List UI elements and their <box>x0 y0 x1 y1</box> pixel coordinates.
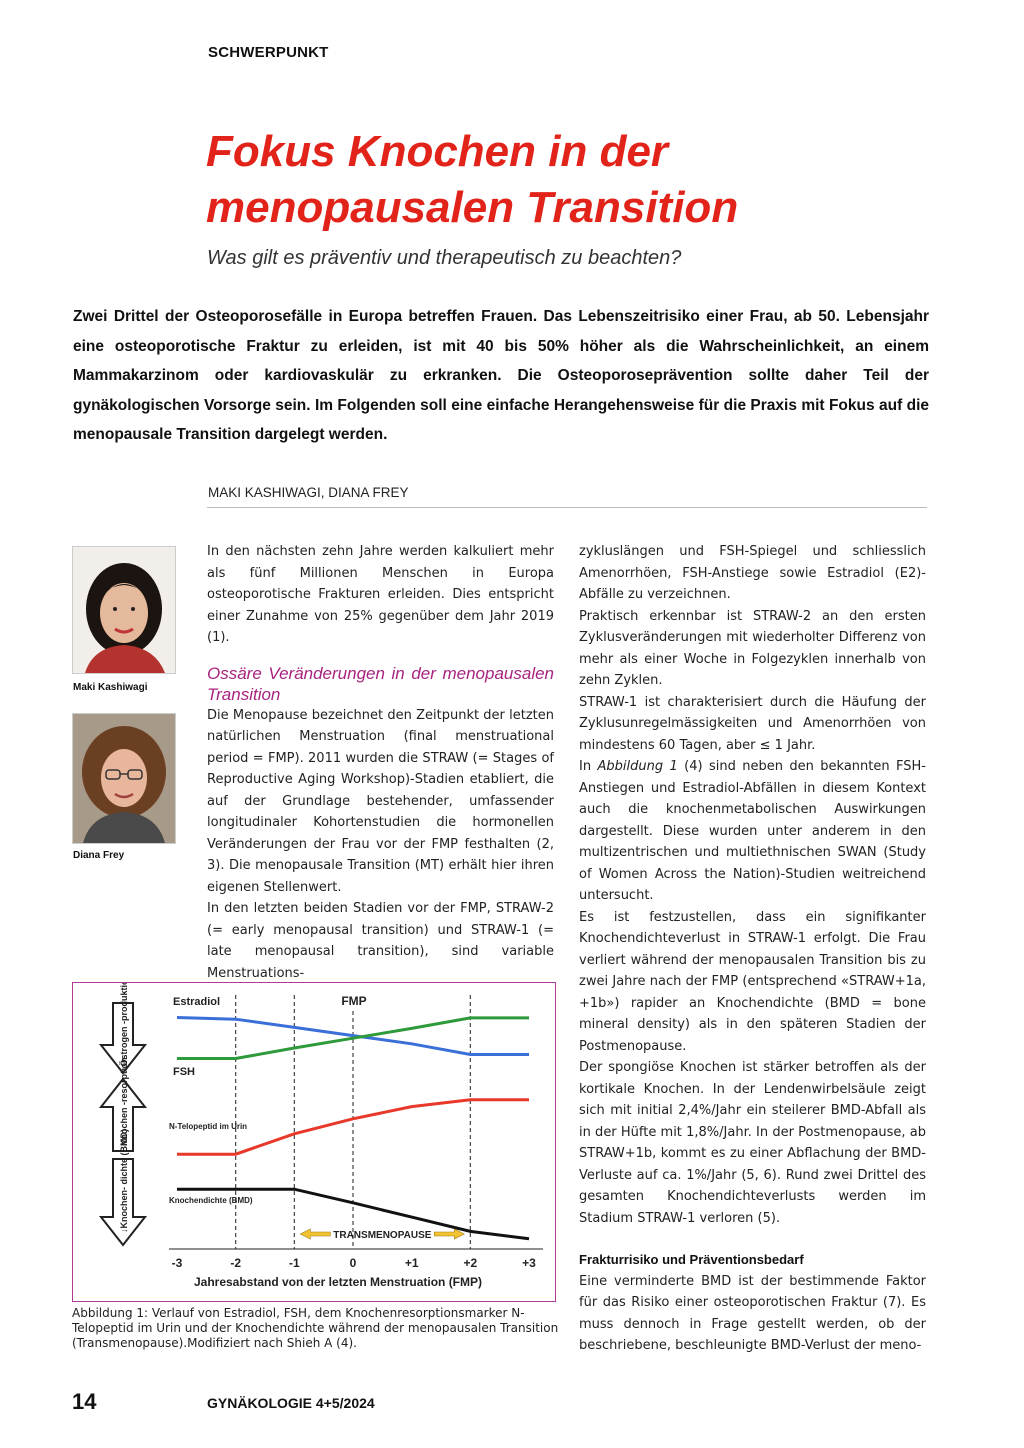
article-title <box>206 124 926 236</box>
x-tick-label: -3 <box>171 1256 183 1270</box>
section-label: SCHWERPUNKT <box>208 44 329 61</box>
x-tick-label: +3 <box>522 1256 536 1270</box>
series-line-1 <box>177 1018 529 1059</box>
fmp-label: FMP <box>341 994 367 1008</box>
journal-name: GYNÄKOLOGIE 4+5/2024 <box>207 1395 375 1411</box>
author-line: MAKI KASHIWAGI, DIANA FREY <box>208 485 409 500</box>
author-photo-2 <box>72 713 176 844</box>
paragraph: zykluslängen und FSH-Spiegel und schliesslich Amenorrhöen, FSH-Anstiege sowie Estradiol (E2)-Abfälle zu verzeichnen. <box>579 544 926 602</box>
series-label-1: FSH <box>173 1066 195 1078</box>
paragraph: Praktisch erkennbar ist STRAW-2 an den ersten Zyklusveränderungen mit wiederholter Differenz von mehr als einer Woche in Folgezyklen innerhalb von zehn Zyklen. <box>579 608 926 688</box>
series-label-2: N-Telopeptid im Urin <box>169 1122 248 1131</box>
paragraph: Die Menopause bezeichnet den Zeitpunkt der letzten natürlichen Menstruation (final menstruational period = FMP). 2011 wurden die STRAW (= Stages of Reproductive Aging Workshop)-Stadien etabliert, die auf der Grundlage bestehender, umfassender longitudinaler Kohortenstudien die hormonellen Veränderungen der Frau vor der FMP festhalten (2, 3). Die menopausale Transition (MT) erhält hier ihren eigenen Stellenwert. <box>207 707 554 895</box>
x-tick-label: -2 <box>230 1256 242 1270</box>
arrow-label-bmd: ↓Knochen- dichte (BMD) <box>119 1129 129 1233</box>
x-tick-label: -1 <box>288 1256 300 1270</box>
figure-chart <box>73 983 555 1301</box>
paragraph: STRAW-1 ist charakterisiert durch die Häufung der Zyklusunregelmässigkeiten und Amenorrhöen von mindestens 60 Tagen, aber ≤ 1 Jahr. <box>579 694 926 753</box>
figure-1 <box>72 982 556 1302</box>
author-photo-1-caption: Maki Kashiwagi <box>73 682 148 693</box>
figure-reference: Abbildung 1 <box>597 759 678 774</box>
section-heading: Frakturrisiko und Präventionsbedarf <box>579 1252 804 1267</box>
lead-paragraph: Zwei Drittel der Osteoporosefälle in Europa betreffen Frauen. Das Lebenszeitrisiko einer Frau, ab 50. Lebensjahr eine osteoporotische Fraktur zu erleiden, ist mit 40 bis 50% höher als die Wahrscheinlichkeit, an einem Mammakarzinom oder kardiovaskulär zu erkranken. Die Osteoporoseprävention sollte daher Teil der gynäkologischen Vorsorge sein. Im Folgenden soll eine einfache Herangehensweise für die Praxis mit Fokus auf die menopausale Transition dargelegt werden. <box>73 308 929 443</box>
arrow-label-estrogen: ↓Östrogen -produktion <box>119 983 129 1071</box>
title-line-2: menopausalen Transition <box>206 183 739 232</box>
x-tick-label: 0 <box>349 1256 357 1270</box>
series-label-0: Estradiol <box>173 996 221 1008</box>
article-subtitle: Was gilt es präventiv und therapeutisch zu beachten? <box>207 247 682 269</box>
paragraph: Es ist festzustellen, dass ein signifikanter Knochendichteverlust in STRAW-1 erfolgt. Die Frau verliert während der menopausalen Transition bis zu zwei Jahre nach der FMP (entsprechend «STRAW+1a, +1b») rapider an Knochendichte (BMD = bone mineral density) als in den späteren Stadien der Postmenopause. <box>579 909 926 1054</box>
axis-arrows <box>101 983 145 1245</box>
x-tick-label: +2 <box>463 1256 478 1270</box>
arrow-label-resorption: ↑ Knochen -resorption <box>119 1057 129 1153</box>
paragraph: In Abbildung 1 (4) sind neben den bekannten FSH-Anstiegen und Estradiol-Abfällen in diesem Kontext auch die knochenmetabolischen Auswirkungen dargestellt. Diese wurden unter anderem in den multizentrischen und multiethnischen SWAN (Study of Women Across the Nation)-Studien weitreichend untersucht. <box>579 759 926 903</box>
figure-caption: Abbildung 1: Verlauf von Estradiol, FSH, dem Knochenresorptionsmarker N-Telopeptid im Urin und der Knochendichte während der menopausalen Transition (Transmenopause).Modifiziert nach Shieh A (4). <box>72 1306 559 1350</box>
series-label-3: Knochendichte (BMD) <box>169 1196 253 1205</box>
x-axis-label: Jahresabstand von der letzten Menstruation (FMP) <box>193 1275 483 1289</box>
column-1 <box>207 541 554 984</box>
column-2 <box>579 541 926 1357</box>
page-number: 14 <box>72 1389 97 1414</box>
paragraph: In den nächsten zehn Jahre werden kalkuliert mehr als fünf Millionen Menschen in Europa osteoporotische Frakturen erleiden. Dies entspricht einer Zunahme von 25% gegenüber dem Jahr 2019 (1). <box>207 544 554 645</box>
author-photo-1 <box>72 546 176 674</box>
paragraph: Der spongiöse Knochen ist stärker betroffen als der kortikale Knochen. In der Lendenwirbelsäule zeigt sich mit initial 2,4%/Jahr ein steilerer BMD-Abfall als in der Hüfte mit 1,8%/Jahr. In der Postmenopause, ab STRAW+1b, kommt es zu einer Abflachung der BMD-Verluste auf ca. 1%/Jahr (5, 6). Rund zwei Drittel des gesamten Knochendichteverlusts werden im Stadium STRAW-1 verloren (5). <box>579 1060 926 1226</box>
paragraph: In den letzten beiden Stadien vor der FMP, STRAW-2 (= early menopausal transition) und STRAW-1 (= late menopausal transition), sind variable Menstruations- <box>207 901 554 981</box>
transmenopause-label: TRANSMENOPAUSE <box>333 1230 432 1241</box>
divider <box>207 507 927 508</box>
title-line-1: Fokus Knochen in der <box>206 127 669 176</box>
section-heading: Ossäre Veränderungen in der menopausalen Transition <box>207 663 554 704</box>
x-tick-label: +1 <box>404 1256 419 1270</box>
author-photo-2-caption: Diana Frey <box>73 850 125 861</box>
paragraph: Eine verminderte BMD ist der bestimmende Faktor für das Risiko einer osteoporotischen Fraktur (7). Es muss dennoch in Frage gestellt werden, ob der beschriebene, beschleunigte BMD-Verlust der meno- <box>579 1273 926 1353</box>
